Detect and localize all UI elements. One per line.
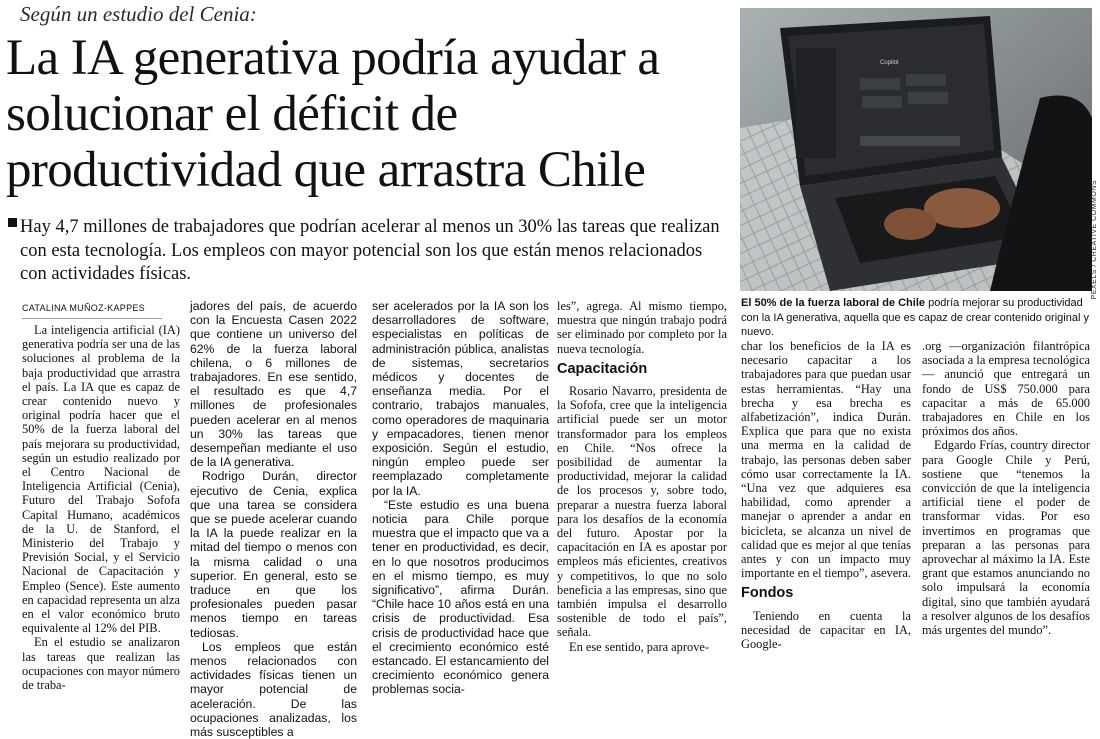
paragraph: les”, agrega. Al mismo tiempo, muestra que ningún trabajo podrá ser eliminado por completo por la nueva tecnología. bbox=[557, 299, 727, 356]
headline: La IA generativa podría ayudar a solucionar el déficit de productividad que arrastra Chile bbox=[6, 30, 660, 198]
article-photo bbox=[740, 8, 1092, 291]
article-column-2 bbox=[190, 299, 357, 739]
deck: Hay 4,7 millones de trabajadores que podrían acelerar al menos un 30% las tareas que realizan con esta tecnología. Los empleos con mayor potencial son los que están menos relacionados con actividades físicas. bbox=[20, 217, 720, 284]
photo-credit: PEXELS / CREATIVE COMMONS bbox=[1091, 180, 1098, 300]
paragraph: En el estudio se analizaron las tareas que realizan las ocupaciones con mayor número de traba- bbox=[22, 635, 180, 693]
byline: CATALINA MUÑOZ-KAPPES bbox=[22, 303, 145, 313]
paragraph: char los beneficios de la IA es necesario capacitar a los trabajadores para que puedan usar estas herramientas. “Hay una brecha y esa brecha es alfabetización”, indica Durán. Explica que para que no exista una merma en la calidad de trabajo, las personas deben saber cómo usar correctamente la IA. “Una vez que adquieres esa habilidad, como aprender a manejar o aprender a andar en bicicleta, se alcanza un nivel de calidad que es mejor al que tenías antes y con un impacto muy importante en el tiempo”, asevera. bbox=[741, 339, 911, 581]
paragraph: Rodrigo Durán, director ejecutivo de Cenia, explica que una tarea se considera que se puede acelerar cuando la IA la puede realizar en la mitad del tiempo o menos con la misma calidad o una superior. En general, esto se traduce en que los profesionales pueden pasar menos tiempo en tareas tediosas. bbox=[190, 469, 357, 640]
paragraph: En ese sentido, para aprove- bbox=[569, 639, 710, 654]
article-column-5 bbox=[741, 339, 911, 651]
screen-title: Copilot bbox=[880, 60, 899, 66]
caption-lead: El 50% de la fuerza laboral de Chile bbox=[741, 297, 926, 309]
article-column-3 bbox=[372, 299, 549, 697]
article-column-4 bbox=[557, 299, 727, 654]
article-column-1 bbox=[22, 323, 180, 692]
article-column-6 bbox=[922, 339, 1090, 637]
kicker: Según un estudio del Cenia: bbox=[20, 2, 257, 26]
paragraph: .org —organización filantrópica asociada a la empresa tecnológica— anunció que entregará un fondo de US$ 750.000 para capacitar a más de 65.000 trabajadores en Chile en los próximos dos años. bbox=[922, 339, 1090, 439]
section-heading-capacitacion: Capacitación bbox=[557, 360, 648, 377]
laptop-photo-illustration bbox=[740, 8, 1092, 291]
paragraph: Los empleos que están menos relacionados con actividades físicas tienen un mayor potencial de aceleración. De las ocupaciones analizadas, los más susceptibles a bbox=[190, 639, 357, 739]
section-heading-fondos: Fondos bbox=[741, 585, 794, 602]
paragraph: “Este estudio es una buena noticia para Chile porque muestra que el impacto que va a tener en productividad, es decir, en lo que nosotros producimos en el mismo tiempo, es muy significativo”, afirma Durán. “Chile hace 10 años está en una crisis de productividad. Esa crisis de productividad hace que el crecimiento económico esté estancado. El estancamiento del crecimiento económico genera problemas socia- bbox=[372, 497, 549, 697]
photo-caption bbox=[741, 296, 1093, 340]
deck-bullet bbox=[8, 218, 17, 227]
paragraph: Edgardo Frías, country director para Google Chile y Perú, sostiene que “tenemos la convicción de que la inteligencia artificial tiene el poder de transformar vidas. Por eso invertimos en programas que preparan a las personas para aprovechar al máximo la IA. Este grant que estamos anunciando no solo impulsará la economía digital, sino que también ayudará a resolver algunos de los desafíos más urgentes del mundo”. bbox=[922, 438, 1090, 638]
byline-divider bbox=[22, 318, 162, 319]
paragraph: Rosario Navarro, presidenta de la Sofofa, cree que la inteligencia artificial puede ser un motor transformador para los empleos en Chile. “Nos ofrece la posibilidad de aumentar la productividad, mejorar la calidad de los procesos y, sobre todo, preparar a nuestra fuerza laboral para los desafíos de la economía del futuro. Apostar por la capacitación en IA es apostar por empleos más eficientes, creativos y competitivos, lo que no solo beneficia a las empresas, sino que también impulsa el desarrollo sostenible de todo el país”, señala. bbox=[557, 384, 727, 640]
paragraph: La inteligencia artificial (IA) generativa podría ser una de las soluciones al problema de la baja productividad que arrastra el país. La IA que es capaz de crear contenido nuevo y original podría hacer que el 50% de la fuerza laboral del país mejorara su productividad, según un estudio realizado por el Centro Nacional de Inteligencia Artificial (Cenia), Futuro del Trabajo Sofofa Capital Humano, académicos de la U. de Stanford, el Ministerio del Trabajo y Previsión Social, y el Servicio Nacional de Capacitación y Empleo (Sence). Este aumento en capacidad representa un alza en el valor económico bruto equivalente al 12% del PIB. bbox=[22, 323, 180, 636]
caption-text: podría mejorar su productividad con la IA generativa, aquella que es capaz de crear contenido original y nuevo. bbox=[741, 297, 1089, 338]
paragraph: ser acelerados por la IA son los desarrolladores de software, especialistas en políticas de administración pública, analistas de sistemas, secretarios médicos y docentes de enseñanza media. Por el contrario, trabajos manuales, como operadores de maquinaria y empacadores, tienen menor exposición. Según el estudio, ningún empleo puede ser reemplazado completamente por la IA. bbox=[372, 299, 549, 498]
paragraph: Teniendo en cuenta la necesidad de capacitar en IA, Google- bbox=[741, 608, 911, 652]
paragraph: jadores del país, de acuerdo con la Encuesta Casen 2022 que contiene un universo del 62% de la fuerza laboral chilena, o 6 millones de trabajadores. En ese sentido, el resultado es que 4,7 millones de profesionales pueden acelerar en al menos un 30% las tareas que desempeñan mediante el uso de la IA generativa. bbox=[190, 299, 357, 470]
